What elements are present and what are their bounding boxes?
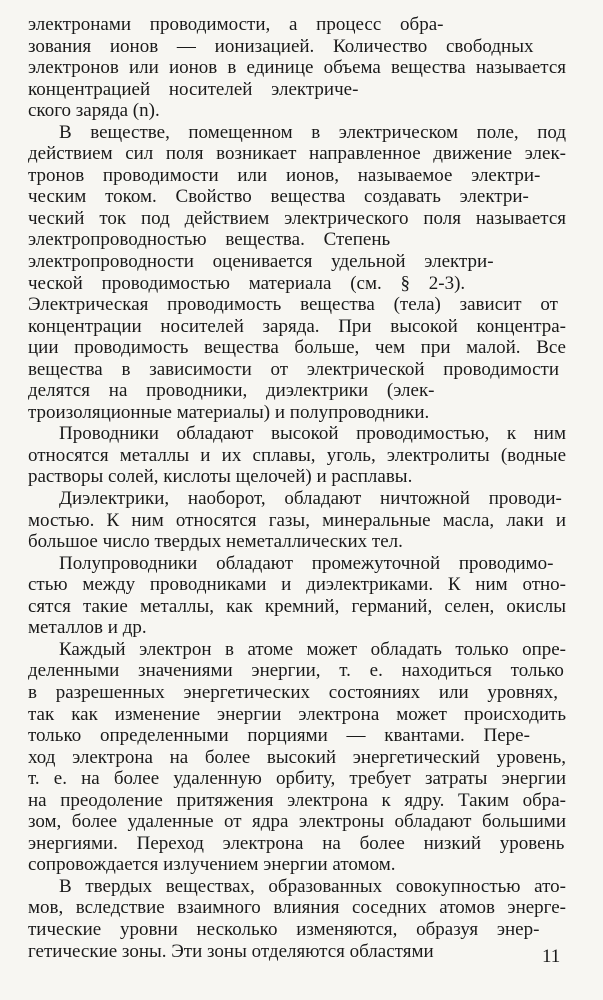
text-line: В твердых веществах, образованных совокупностью ато- bbox=[59, 875, 566, 897]
text-line: троизоляционные материалы) и полупроводники. bbox=[28, 401, 430, 423]
text-line: сопровождается излучением энергии атомом. bbox=[28, 854, 396, 876]
text-line: тронов проводимости или ионов, называемое электри- bbox=[28, 164, 541, 186]
text-line: концентрацией носителей электриче- bbox=[28, 78, 359, 100]
text-line: электропроводностью вещества. Степень bbox=[28, 229, 391, 251]
text-line: ческий ток под действием электрического поля называется bbox=[28, 207, 566, 229]
text-line: только определенными порциями — квантами. Пере- bbox=[28, 725, 530, 747]
text-line: действием сил поля возникает направленное движение элек- bbox=[28, 143, 566, 165]
text-line: Полупроводники обладают промежуточной проводимо- bbox=[59, 552, 554, 574]
paragraph bbox=[28, 639, 566, 876]
text-line: делятся на проводники, диэлектрики (элек- bbox=[28, 380, 435, 402]
text-line: ческой проводимостью материала (см. § 2-3). bbox=[28, 272, 466, 294]
text-line: в разрешенных энергетических состояниях или уровнях, bbox=[28, 681, 559, 703]
text-line: стью между проводниками и диэлектриками. К ним отно- bbox=[28, 574, 566, 596]
text-line: концентрации носителей заряда. При высокой концентра- bbox=[28, 315, 566, 337]
text-line: сятся такие металлы, как кремний, германий, селен, окислы bbox=[28, 595, 566, 617]
paragraph bbox=[28, 14, 566, 122]
paragraph bbox=[28, 553, 566, 639]
paragraph bbox=[28, 423, 566, 488]
text-line: вещества в зависимости от электрической проводимости bbox=[28, 358, 560, 380]
text-line: Каждый электрон в атоме может обладать только опре- bbox=[59, 638, 566, 660]
text-line: растворы солей, кислоты щелочей) и расплавы. bbox=[28, 466, 413, 488]
text-line: ход электрона на более высокий энергетический уровень, bbox=[28, 746, 566, 768]
text-line: Проводники обладают высокой проводимостью, к ним bbox=[59, 423, 566, 445]
text-line: металлов и др. bbox=[28, 617, 147, 639]
text-line: гетические зоны. Эти зоны отделяются областями bbox=[28, 940, 434, 962]
text-line: зом, более удаленные от ядра электроны обладают большими bbox=[28, 811, 566, 833]
text-line: деленными значениями энергии, т. е. находиться только bbox=[28, 660, 564, 682]
text-line: электропроводности оценивается удельной электри- bbox=[28, 251, 494, 273]
text-line: ческим током. Свойство вещества создавать электри- bbox=[28, 186, 529, 208]
text-line: мов, вследствие взаимного влияния соседних атомов энерге- bbox=[28, 897, 566, 919]
text-line: мостью. К ним относятся газы, минеральные масла, лаки и bbox=[28, 509, 566, 531]
page-number: 11 bbox=[542, 946, 561, 967]
text-line: Электрическая проводимость вещества (тела) зависит от bbox=[28, 294, 558, 316]
text-line: относятся металлы и их сплавы, уголь, электролиты (водные bbox=[28, 444, 566, 466]
text-line: ского заряда (n). bbox=[28, 100, 160, 122]
text-line: электронами проводимости, а процесс обра- bbox=[28, 14, 444, 35]
paragraph bbox=[28, 122, 566, 424]
text-line: энергиями. Переход электрона на более низкий уровень bbox=[28, 832, 565, 854]
text-line: тические уровни несколько изменяются, образуя энер- bbox=[28, 918, 540, 940]
text-line: зования ионов — ионизацией. Количество свободных bbox=[28, 35, 534, 57]
text-line: электронов или ионов в единице объема вещества называется bbox=[28, 57, 566, 79]
text-line: ции проводимость вещества больше, чем при малой. Все bbox=[28, 337, 566, 359]
paragraph bbox=[28, 876, 566, 962]
body-text bbox=[28, 14, 566, 962]
text-line: так как изменение энергии электрона может происходить bbox=[28, 703, 566, 725]
text-line: на преодоление притяжения электрона к ядру. Таким обра- bbox=[28, 789, 566, 811]
text-line: большое число твердых неметаллических тел. bbox=[28, 531, 403, 553]
text-line: В веществе, помещенном в электрическом поле, под bbox=[59, 121, 566, 143]
text-line: Диэлектрики, наоборот, обладают ничтожной проводи- bbox=[59, 488, 562, 510]
paragraph bbox=[28, 488, 566, 553]
text-line: т. е. на более удаленную орбиту, требует затраты энергии bbox=[28, 768, 566, 790]
